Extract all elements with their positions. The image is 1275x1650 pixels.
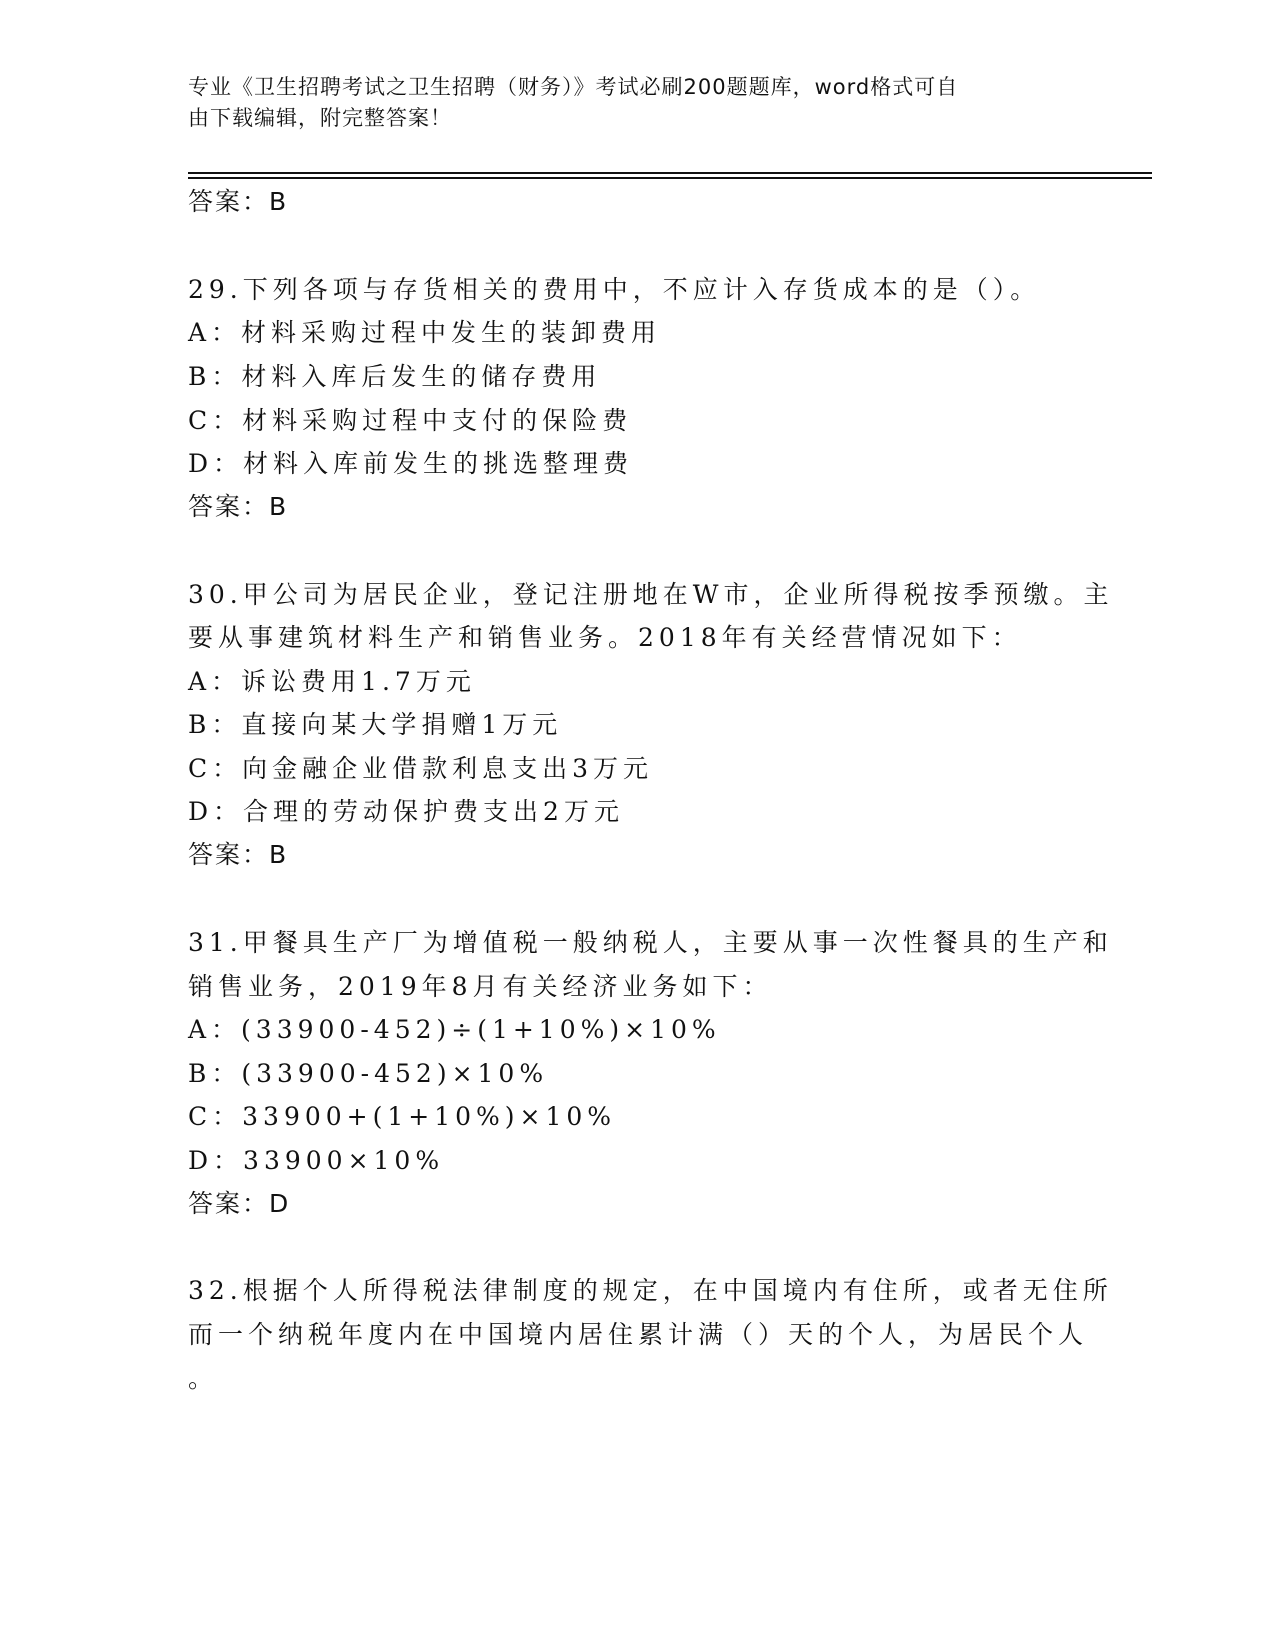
option-b: B：直接向某大学捐赠1万元 — [188, 710, 563, 739]
option-c: C：材料采购过程中支付的保险费 — [188, 406, 633, 435]
question-text: 。 — [188, 1364, 219, 1393]
option-c: C：33900+(1+10%)×10% — [188, 1102, 617, 1131]
option-c: C：向金融企业借款利息支出3万元 — [188, 754, 654, 783]
option-d: D：33900×10% — [188, 1146, 445, 1175]
answer: 答案：B — [188, 840, 289, 869]
answer: 答案：B — [188, 492, 289, 521]
answer: 答案：D — [188, 1189, 291, 1218]
question-text: 要从事建筑材料生产和销售业务。2018年有关经营情况如下： — [188, 623, 1022, 652]
option-a: A：材料采购过程中发生的装卸费用 — [188, 318, 662, 347]
question-text: 32.根据个人所得税法律制度的规定，在中国境内有住所，或者无住所 — [188, 1276, 1113, 1305]
option-d: D：材料入库前发生的挑选整理费 — [188, 449, 634, 478]
option-b: B：材料入库后发生的储存费用 — [188, 362, 602, 391]
question-text: 销售业务，2019年8月有关经济业务如下： — [188, 972, 773, 1001]
header-text-line-1: 专业《卫生招聘考试之卫生招聘（财务）》考试必刷200题题库，word格式可自 — [188, 75, 959, 99]
option-b: B：(33900-452)×10% — [188, 1059, 549, 1088]
header-divider-bottom — [188, 177, 1152, 179]
question-text: 而一个纳税年度内在中国境内居住累计满（）天的个人，为居民个人 — [188, 1320, 1089, 1349]
question-text: 30.甲公司为居民企业，登记注册地在W市，企业所得税按季预缴。主 — [188, 580, 1114, 609]
header-text-line-2: 由下载编辑，附完整答案！ — [188, 106, 452, 130]
option-a: A：诉讼费用1.7万元 — [188, 667, 476, 696]
question-text: 31.甲餐具生产厂为增值税一般纳税人，主要从事一次性餐具的生产和 — [188, 928, 1113, 957]
header-divider-top — [188, 172, 1152, 174]
question-text: 29.下列各项与存货相关的费用中，不应计入存货成本的是（）。 — [188, 275, 1041, 304]
option-d: D：合理的劳动保护费支出2万元 — [188, 797, 624, 826]
option-a: A：(33900-452)÷(1+10%)×10% — [188, 1015, 721, 1044]
previous-answer: 答案：B — [188, 187, 289, 216]
